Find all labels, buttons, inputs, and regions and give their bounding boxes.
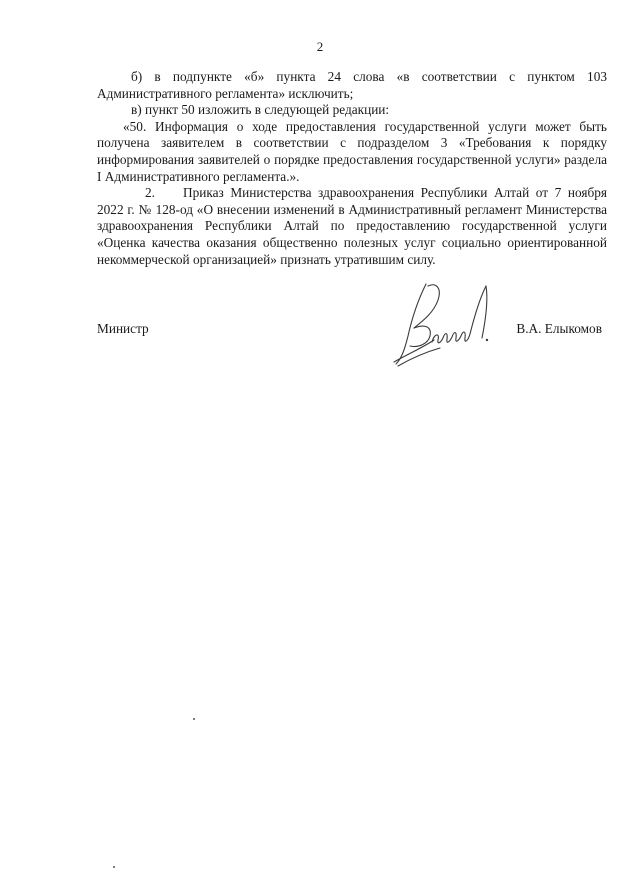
paragraph-numbered-2 [97,185,607,268]
signature-block [97,318,602,338]
page-number: 2 [316,39,324,54]
paragraph-item-50: «50. Информация о ходе предоставления государственной услуги может быть получена заявителем в соответствии с подразделом 3 «Требования к порядку информирования заявителей о порядке предоставления государственной услуги» раздела I Административного регламента.». [97,118,607,184]
handwritten-signature [388,278,498,370]
paragraph-amendment-b: б) в подпункте «б» пункта 24 слова «в соответствии с пунктом 103 Административного регламента» исключить; [97,69,607,101]
signer-role: Министр [97,321,149,336]
scan-speck [193,718,195,720]
document-body [97,69,607,268]
paragraph-number: 2. [145,185,155,201]
paragraph-text: Приказ Министерства здравоохранения Республики Алтай от 7 ноября 2022 г. № 128-од «О внесении изменений в Административный регламент Министерства здравоохранения Республики Алтай по предоставлению государственной услуги «Оценка качества оказания общественно полезных услуг социально ориентированной некоммерческой организацией» признать утратившим силу. [97,185,607,267]
paragraph-amendment-v: в) пункт 50 изложить в следующей редакции: [131,102,390,118]
scan-speck [113,866,115,868]
signer-name: В.А. Елыкомов [516,321,602,336]
